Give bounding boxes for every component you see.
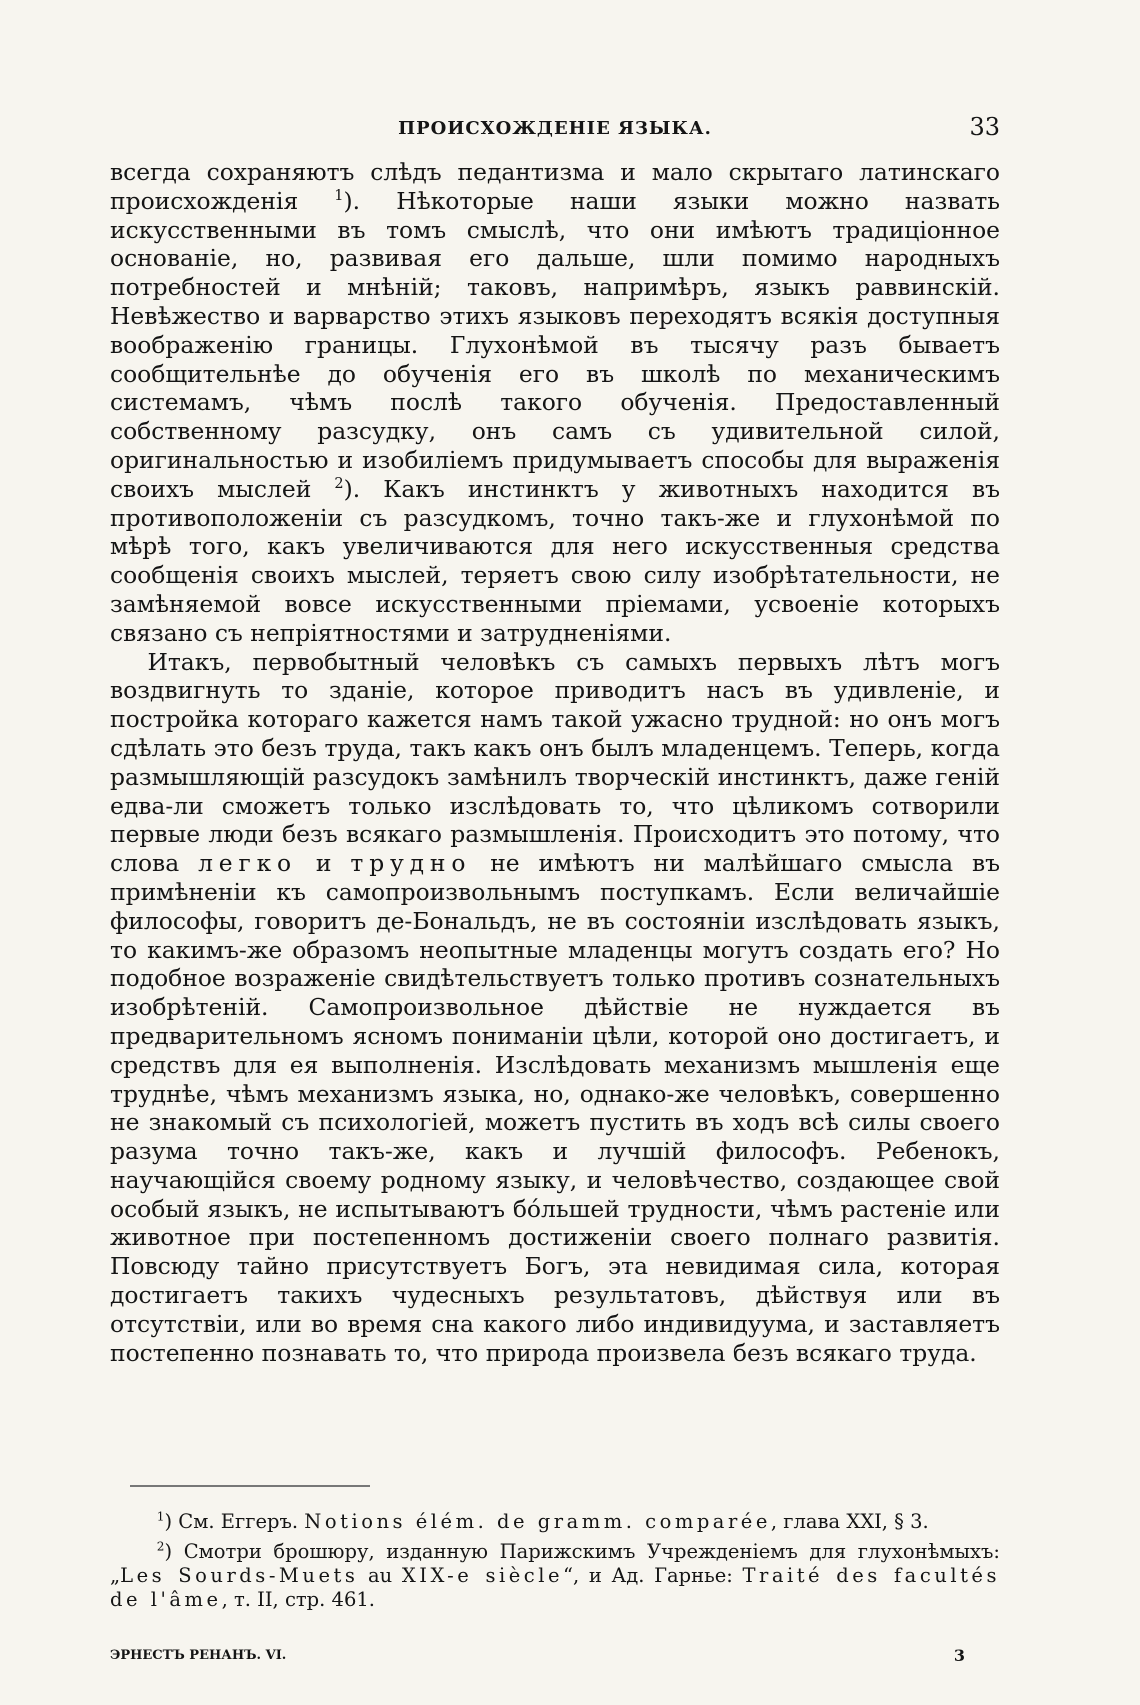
paragraph-1-part-b: ). Нѣкоторые наши языки можно назвать искусственными въ томъ смыслѣ, что они имѣютъ традиціонное основаніе, но, развивая его дальше, шли помимо народныхъ потребностей и мнѣній; таковъ, напримѣръ, языкъ раввинскій. Невѣжество и варварство этихъ языковъ переходятъ всякія доступныя воображенію границы. Глухонѣмой въ тысячу разъ бываетъ сообщительнѣе до обученія его въ школѣ по механическимъ системамъ, чѣмъ послѣ такого обученія. Предоставленный собственному разсудку, онъ самъ съ удивительной силой, оригинальностью и изобиліемъ придумываетъ способы для выраженія своихъ мыслей: [110, 186, 1000, 503]
paragraph-1-part-a: всегда сохраняютъ слѣдъ педантизма и мало скрытаго латинскаго происхожденія: [110, 158, 1000, 215]
footnote-2-mark: 2: [156, 1539, 165, 1554]
paragraph-2-part-a: Итакъ, первобытный человѣкъ съ самыхъ первыхъ лѣтъ могъ воздвигнуть то зданіе, которое приводитъ насъ въ удивленіе, и постройка котораго кажется намъ такой ужасно трудной: но онъ могъ сдѣлать это безъ труда, такъ какъ онъ былъ младенцемъ. Теперь, когда размышляющій разсудокъ замѣнилъ творческій инстинктъ, даже геній едва-ли сможетъ только изслѣдовать то, что цѣликомъ сотворили первые люди безъ всякаго размышленія. Происходитъ это потому, что слова: [110, 647, 1000, 878]
emphasis-hard: трудно: [350, 849, 472, 878]
paragraph-2-and: и: [297, 849, 351, 878]
main-text: [110, 158, 1000, 1367]
footnote-ref-1: 1: [334, 188, 344, 204]
footer-author-volume: ЭРНЕСТЪ РЕНАНЪ. VI.: [110, 1648, 287, 1663]
page-footer: [110, 1648, 1000, 1672]
footnote-2-title-2: XIX-e siècle: [401, 1564, 564, 1587]
printer-signature: 3: [953, 1646, 965, 1665]
footnote-2-part-a: ) Смотри брошюру, изданную Парижскимъ Учрежденіемъ для глухонѣмыхъ: „: [110, 1540, 1000, 1587]
footnote-ref-2: 2: [334, 475, 344, 492]
footnote-2-mid-2: “, и Ад. Гарнье:: [563, 1564, 743, 1587]
paragraph-2: [110, 648, 1000, 1368]
footnote-2-part-b: , т. II, стр. 461.: [221, 1588, 375, 1611]
running-title: ПРОИСХОЖДЕНІЕ ЯЗЫКА.: [398, 118, 712, 139]
paragraph-1-part-c: ). Какъ инстинктъ у животныхъ находится въ противоположеніи съ разсудкомъ, точно такъ-же и глухонѣмой по мѣрѣ того, какъ увеличиваются для него искусственныя средства сообщенія своихъ мыслей, теряетъ свою силу изобрѣтательности, не замѣняемой вовсе искусственными пріемами, усвоеніе которыхъ связано съ непріятностями и затрудненіями.: [110, 474, 1000, 647]
footnote-1-mark: 1: [156, 1509, 165, 1524]
footnote-1-part-b: , глава XXI, § 3.: [770, 1510, 929, 1533]
paragraph-1: [110, 158, 1000, 648]
footnote-2-mid-1: au: [358, 1564, 402, 1587]
emphasis-easy: легко: [198, 849, 297, 878]
footnote-2-title-3: Traité des facultés de l'âme: [110, 1564, 1000, 1611]
footnote-1-part-a: ) См. Еггеръ.: [164, 1510, 305, 1533]
footnote-1-title: Notions élém. de gramm. comparée: [304, 1510, 771, 1533]
footnote-1: [110, 1510, 1000, 1534]
footnote-2: [110, 1540, 1000, 1612]
page-number: 33: [969, 113, 1000, 141]
paragraph-2-part-b: не имѣютъ ни малѣйшаго смысла въ примѣненіи къ самопроизвольнымъ поступкамъ. Если величайшіе философы, говоритъ де-Бональдъ, не въ состояніи изслѣдовать языкъ, то какимъ-же образомъ неопытные младенцы могутъ создать его? Но подобное возраженіе свидѣтельствуетъ только противъ сознательныхъ изобрѣтеній. Самопроизвольное дѣйствіе не нуждается въ предварительномъ ясномъ пониманіи цѣли, которой оно достигаетъ, и средствъ для ея выполненія. Изслѣдовать механизмъ мышленія еще труднѣе, чѣмъ механизмъ языка, но, однако-же человѣкъ, совершенно не знакомый съ психологіей, можетъ пустить въ ходъ всѣ силы своего разума точно такъ-же, какъ и лучшій философъ. Ребенокъ, научающійся своему родному языку, и человѣчество, создающее свой особый языкъ, не испытываютъ бóльшей трудности, чѣмъ растеніе или животное при постепенномъ достиженіи своего полнаго развитія. Повсюду тайно присутствуетъ Богъ, эта невидимая сила, которая достигаетъ такихъ чудесныхъ результатовъ, дѣйствуя или въ отсутствіи, или во время сна какого либо индивидуума, и заставляетъ постепенно познавать то, что природа произвела безъ всякаго труда.: [110, 849, 1001, 1367]
footnote-divider: [130, 1485, 370, 1487]
page-header: [110, 110, 1000, 150]
footnote-2-title-1: Les Sourds-Muets: [120, 1564, 359, 1587]
footnotes: [110, 1510, 1000, 1618]
